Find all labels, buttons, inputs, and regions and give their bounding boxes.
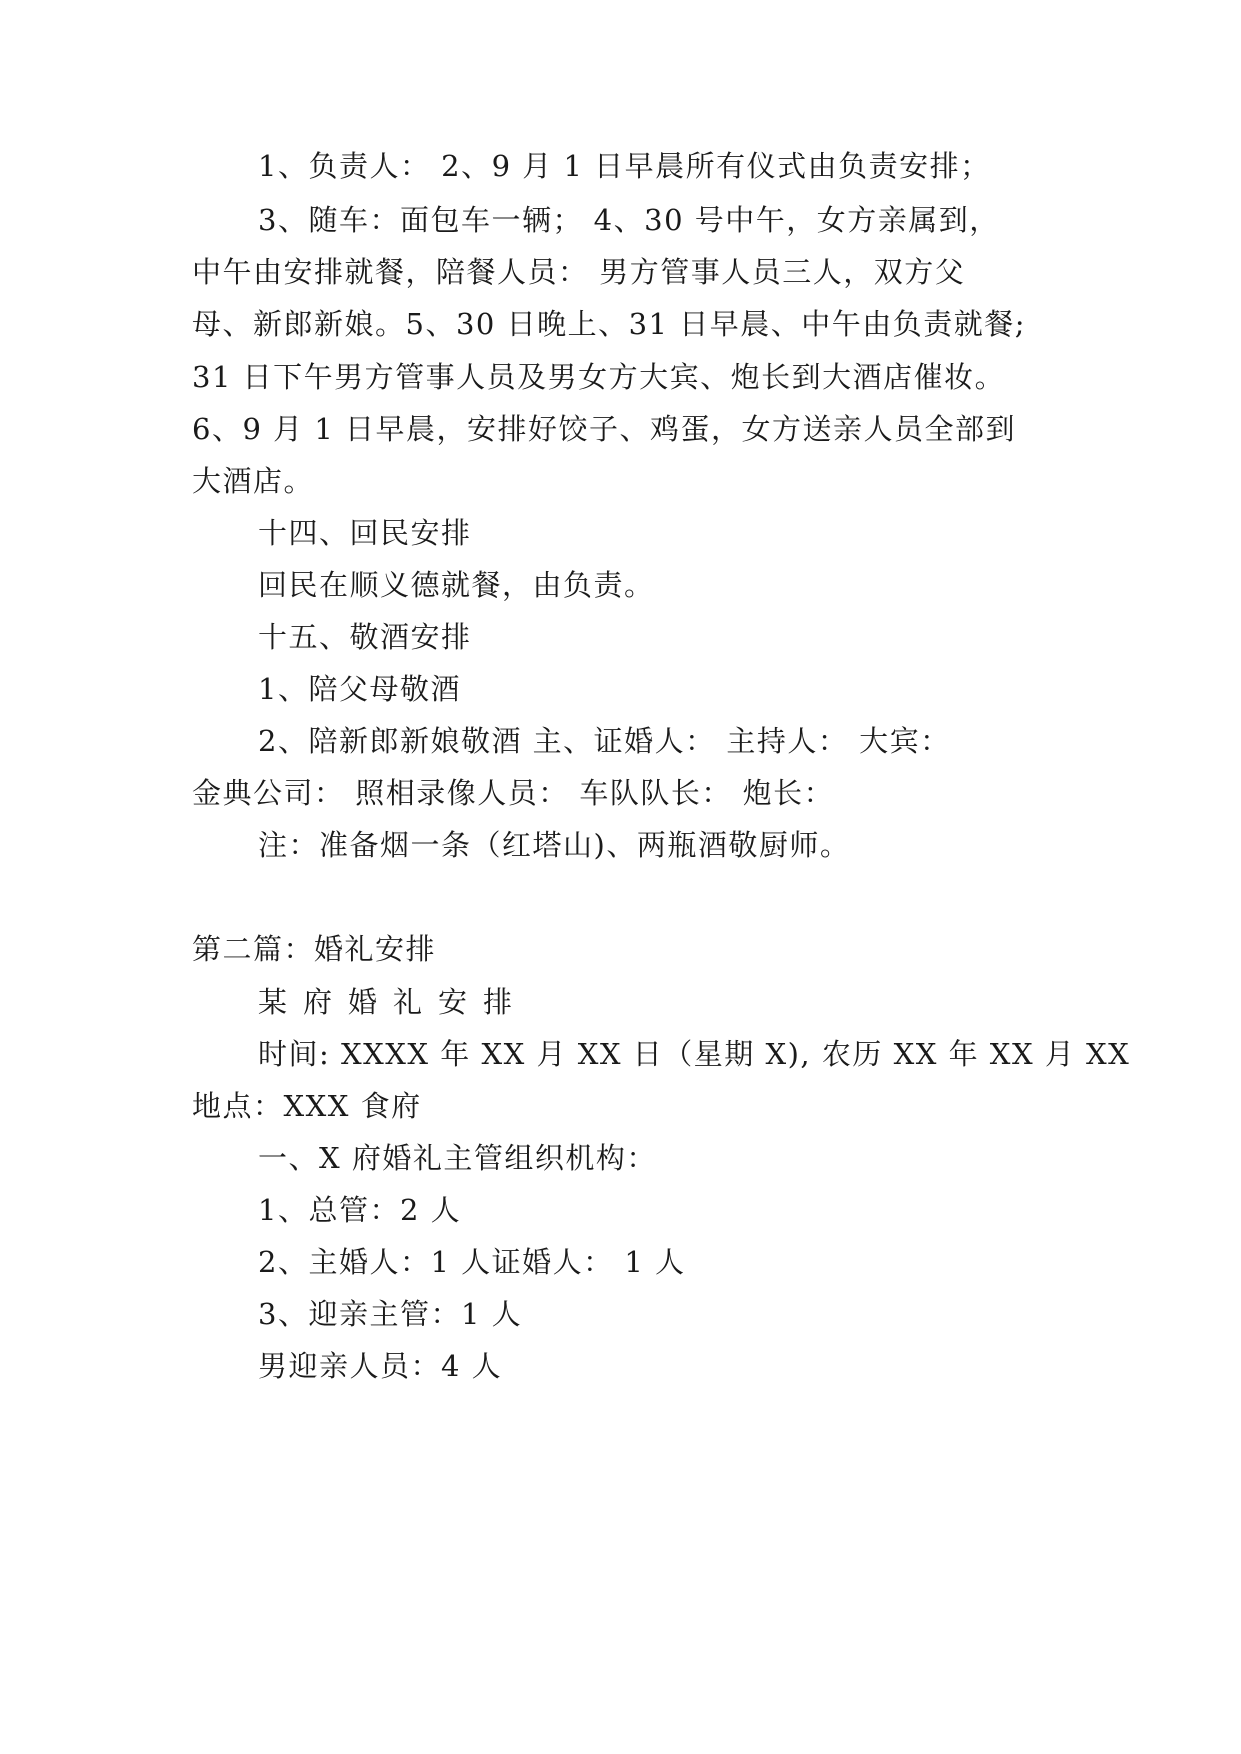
list-item: 3、迎亲主管：1 人 — [258, 1297, 523, 1331]
body-line: 大酒店。 — [192, 464, 315, 498]
body-line: 3、随车：面包车一辆； 4、30 号中午，女方亲属到， — [258, 203, 1000, 237]
list-item: 1、陪父母敬酒 — [258, 672, 461, 706]
time-line: 时间: XXXX 年 XX 月 XX 日（星期 X), 农历 XX 年 XX 月 XX — [258, 1037, 1131, 1071]
body-line: 1、负责人： 2、9 月 1 日早晨所有仪式由负责安排； — [258, 149, 991, 183]
list-item: 2、主婚人：1 人证婚人： 1 人 — [258, 1245, 686, 1279]
list-item: 2、陪新郎新娘敬酒 主、证婚人： 主持人： 大宾： — [258, 724, 951, 758]
body-line: 中午由安排就餐，陪餐人员： 男方管事人员三人，双方父 — [192, 255, 966, 289]
section-heading: 十四、回民安排 — [258, 516, 472, 550]
list-item: 男迎亲人员：4 人 — [258, 1349, 503, 1383]
note-line: 注：准备烟一条（红塔山)、两瓶酒敬厨师。 — [258, 828, 851, 862]
body-line: 母、新郎新娘。5、30 日晚上、31 日早晨、中午由负责就餐; — [192, 307, 1026, 341]
list-item: 1、总管：2 人 — [258, 1193, 462, 1227]
section-heading: 一、X 府婚礼主管组织机构： — [258, 1141, 657, 1175]
body-line: 回民在顺义德就餐，由负责。 — [258, 568, 655, 602]
body-line: 6、9 月 1 日早晨，安排好饺子、鸡蛋，女方送亲人员全部到 — [192, 412, 1017, 446]
document-subtitle: 某府婚礼安排 — [258, 985, 529, 1019]
part-title: 第二篇：婚礼安排 — [192, 932, 437, 966]
body-line: 31 日下午男方管事人员及男女方大宾、炮长到大酒店催妆。 — [192, 360, 1006, 394]
list-item-continuation: 金典公司： 照相录像人员： 车队队长： 炮长： — [192, 776, 835, 810]
section-heading: 十五、敬酒安排 — [258, 620, 472, 654]
place-line: 地点：XXX 食府 — [192, 1089, 422, 1123]
